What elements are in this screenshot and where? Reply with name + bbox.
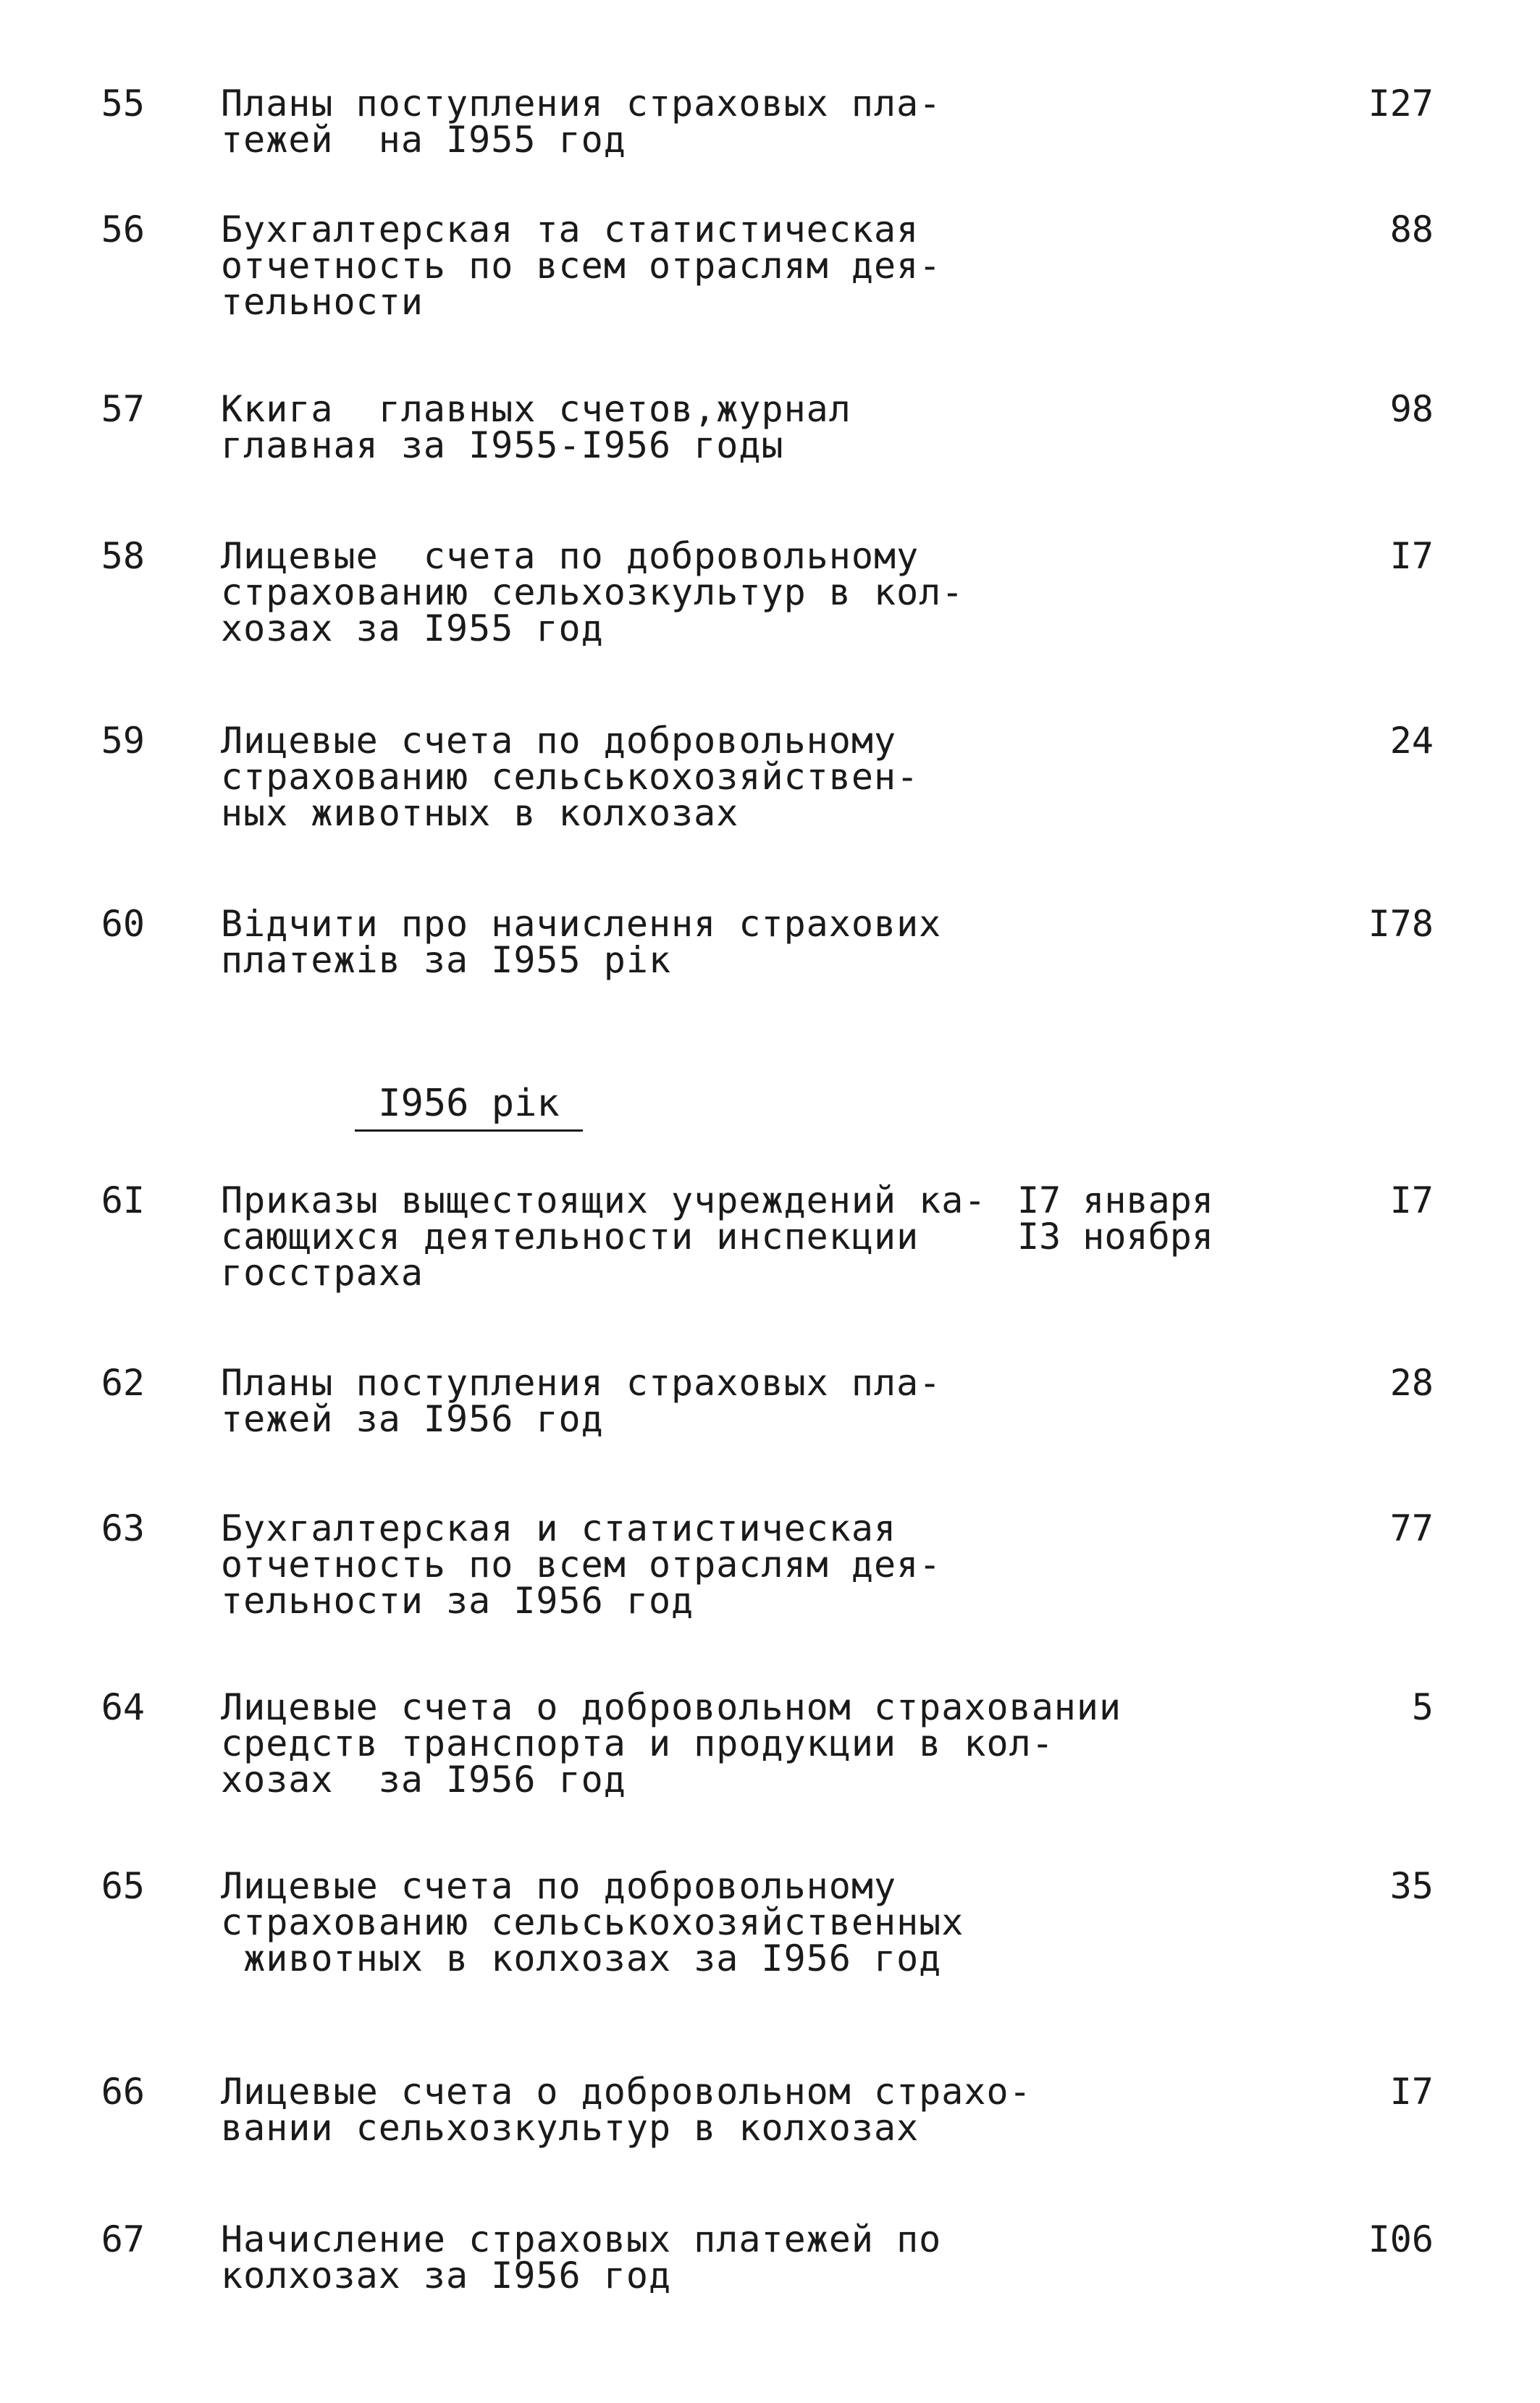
entry-title-line: вании сельхозкультур в колхозах [221, 2107, 920, 2149]
entry-title-line: Лицевые счета по добровольному [221, 720, 897, 762]
entry-title-line: Ккига главных счетов,журнал [221, 388, 851, 430]
entry-sheet-count: I78 [1368, 903, 1434, 945]
entry-title-line: тельности за I956 год [221, 1580, 694, 1622]
entry-sheet-count: I27 [1368, 83, 1434, 125]
entry-number: 59 [101, 720, 145, 762]
entry-title [221, 388, 1017, 466]
entry-title-line: Планы поступления страховых пла- [221, 83, 942, 125]
entry-title-line: главная за I955-I956 годы [221, 424, 784, 466]
entry-title [221, 209, 1017, 323]
entry-sheet-count: 5 [1411, 1686, 1434, 1728]
entry-number: 55 [101, 83, 145, 125]
entry-title-line: сающихся деятельности инспекции [221, 1216, 920, 1258]
entry-title-line: Відчити про начислення страхових [221, 903, 942, 945]
entry-title-line: Лицевые счета о добровольном страхо- [221, 2071, 1032, 2113]
entry-title-line: тежей за I956 год [221, 1398, 604, 1440]
entry-sheet-count: I7 [1389, 535, 1434, 577]
entry-title-line: хозах за I956 год [221, 1759, 626, 1801]
entry-title-line: платежів за I955 рік [221, 939, 672, 981]
entry-title-line: Лицевые счета по добровольному [221, 1865, 897, 1907]
entry-sheet-count: I06 [1368, 2218, 1434, 2260]
entry-sheet-count: I7 [1389, 1179, 1434, 1221]
entry-title [221, 535, 1017, 649]
entry-number: 58 [101, 535, 145, 577]
entry-sheet-count: 28 [1389, 1362, 1434, 1404]
entry-title-line: тельности [221, 281, 424, 323]
entry-number: 60 [101, 903, 145, 945]
entry-date-range [1017, 1179, 1249, 1258]
entry-sheet-count: I7 [1389, 2071, 1434, 2113]
entry-title-line: страхованию сельхозкультур в кол- [221, 571, 964, 613]
entry-title-line: ных животных в колхозах [221, 792, 739, 834]
entry-sheet-count: 77 [1389, 1507, 1434, 1549]
entry-title [221, 1179, 1017, 1294]
entry-title-line: средств транспорта и продукции в кол- [221, 1722, 1054, 1764]
entry-title [221, 720, 1017, 834]
entry-number: 65 [101, 1865, 145, 1907]
entry-title [221, 83, 1017, 161]
entry-number: 56 [101, 209, 145, 251]
entry-start-date: I7 января [1017, 1179, 1213, 1221]
entry-title-line: отчетность по всем отраслям дея- [221, 1544, 942, 1586]
entry-title [221, 1865, 1017, 1979]
entry-title [221, 1507, 1017, 1622]
entry-end-date: I3 ноября [1017, 1216, 1213, 1258]
entry-title-line: Лицевые счета по добровольному [221, 535, 920, 577]
entry-title-line: Лицевые счета о добровольном страховании [221, 1686, 1122, 1728]
entry-title-line: страхованию сельськохозяйствен- [221, 756, 920, 798]
entry-title-line: хозах за I955 год [221, 607, 604, 649]
entry-title-line: страхованию сельськохозяйственных [221, 1901, 964, 1943]
entry-title-line: животных в колхозах за I956 год [221, 1937, 942, 1979]
entry-number: 57 [101, 388, 145, 430]
entry-title-line: отчетность по всем отраслям дея- [221, 245, 942, 287]
year-section-heading: I956 рік [355, 1085, 583, 1132]
entry-title [221, 1362, 1017, 1440]
entry-title-line: Бухгалтерская и статистическая [221, 1507, 897, 1549]
entry-number: 67 [101, 2218, 145, 2260]
entry-number: 64 [101, 1686, 145, 1728]
entry-title-line: госстраха [221, 1252, 424, 1294]
entry-sheet-count: 24 [1389, 720, 1434, 762]
entry-title-line: Бухгалтерская та статистическая [221, 209, 920, 251]
entry-number: 63 [101, 1507, 145, 1549]
entry-sheet-count: 35 [1389, 1865, 1434, 1907]
entry-sheet-count: 88 [1389, 209, 1434, 251]
entry-title-line: Начисление страховых платежей по [221, 2218, 942, 2260]
entry-title [221, 1686, 1122, 1801]
entry-title [221, 2071, 1032, 2149]
entry-number: 6I [101, 1179, 145, 1221]
entry-title [221, 2218, 1017, 2297]
entry-title-line: тежей на I955 год [221, 119, 626, 161]
entry-title-line: Приказы выщестоящих учреждений ка- [221, 1179, 987, 1221]
entry-number: 62 [101, 1362, 145, 1404]
entry-number: 66 [101, 2071, 145, 2113]
entry-sheet-count: 98 [1389, 388, 1434, 430]
entry-title [221, 903, 1017, 981]
entry-title-line: Планы поступления страховых пла- [221, 1362, 942, 1404]
entry-title-line: колхозах за I956 год [221, 2255, 672, 2297]
